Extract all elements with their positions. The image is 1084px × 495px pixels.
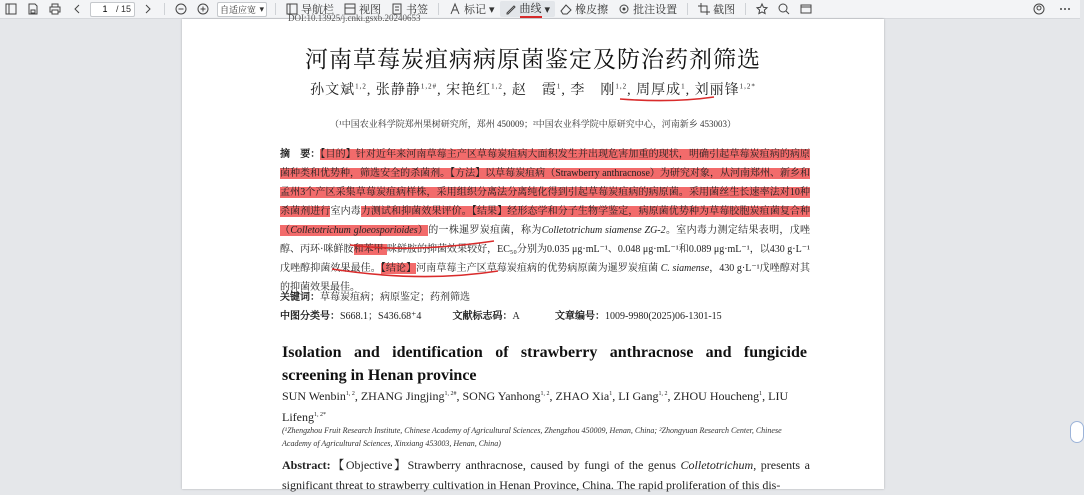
abstract xyxy=(280,145,810,297)
abstract-text: 。室内毒力测定结果表明，戊唑醇、丙环·咪鲜胺 xyxy=(280,225,811,255)
page-number-input[interactable] xyxy=(94,4,116,14)
author-affil: 1,2 xyxy=(355,82,367,91)
author-name: ZHOU Houcheng xyxy=(673,389,760,403)
article-no-label: 文章编号： xyxy=(555,311,605,322)
page-total: / 15 xyxy=(116,4,132,14)
window-icon[interactable] xyxy=(798,1,814,17)
keywords-value: 草莓炭疽病；病原鉴定；药剂筛选 xyxy=(320,292,470,303)
sidebar-toggle-icon[interactable] xyxy=(3,1,19,17)
highlight-conclusion[interactable]: 【结论】 xyxy=(380,263,417,274)
crop-icon xyxy=(698,3,710,15)
highlight-species[interactable]: Colletotrichum gloeosporioides xyxy=(290,225,418,236)
settings-icon xyxy=(618,3,630,15)
author-name: 周厚成 xyxy=(636,83,682,98)
eraser-label: 橡皮擦 xyxy=(575,4,609,16)
prev-page-icon[interactable] xyxy=(69,1,85,17)
annotation-settings-label: 批注设置 xyxy=(633,4,678,16)
toolbar xyxy=(0,0,1080,19)
bookmark-label: 书签 xyxy=(406,4,429,16)
author-affil: 1 xyxy=(681,82,686,91)
author-affil: 1, 2 xyxy=(658,391,668,397)
species-short: C. siamense xyxy=(660,263,710,274)
keywords xyxy=(280,288,470,303)
highlight-fungicide[interactable]: 和苯甲· xyxy=(353,244,387,255)
author-affil: 1,2* xyxy=(739,82,756,91)
zoom-out-icon[interactable] xyxy=(173,1,189,17)
keywords-label: 关键词： xyxy=(280,292,320,303)
curve-label: 曲线 xyxy=(520,0,542,18)
author-affil: 1, 2 xyxy=(345,391,355,397)
english-abstract-text: 【Objective】Strawberry anthracnose, caused by fungi of the genus xyxy=(330,458,681,472)
author-name: LIU Lifeng xyxy=(282,389,789,424)
author-name: LI Gang xyxy=(618,389,659,403)
author-name: ZHAO Xia xyxy=(555,389,610,403)
next-page-icon[interactable] xyxy=(140,1,156,17)
english-affiliation: (¹Zhengzhou Fruit Research Institute, Chinese Academy of Agricultural Sciences, Zhengzhou 450009, Henan, China; ²Zhongyuan Research Center, Chinese Academy of Agricultural Sciences, Xinxiang 453003, Henan, China) xyxy=(282,426,782,448)
curve-pen-icon xyxy=(505,3,517,15)
clc-label: 中图分类号： xyxy=(280,311,340,322)
english-title: Isolation and identification of strawberry anthracnose and fungicide screening in Henan province xyxy=(282,344,807,384)
genus-name: Colletotrichum xyxy=(680,458,754,472)
eraser-button[interactable] xyxy=(555,1,613,17)
author-name: SONG Yanhong xyxy=(462,389,541,403)
english-abstract-label: Abstract: xyxy=(282,458,331,472)
abstract-label: 摘 要： xyxy=(280,149,321,160)
english-abstract-text: , presents a significant threat to strawberry cultivation in Henan Province, China. The rapid proliferation of this dis- xyxy=(282,458,810,492)
toolbar-divider xyxy=(745,3,746,15)
classification-line xyxy=(280,307,810,322)
curve-button[interactable] xyxy=(500,1,556,17)
pdf-page xyxy=(182,13,884,492)
article-no-value: 1009-9980(2025)06-1301-15 xyxy=(605,311,722,322)
page-number-box[interactable] xyxy=(90,2,135,17)
author-name: 孙文斌 xyxy=(310,83,356,98)
abstract-text: ，430 g·L⁻¹戊唑醇对其的抑菌效果最佳。 xyxy=(280,263,811,293)
doc-code-label: 文献标志码： xyxy=(452,311,513,322)
annotation-settings-button[interactable] xyxy=(613,1,682,17)
toolbar-divider xyxy=(164,3,165,15)
author-name: 李 刚 xyxy=(570,83,616,98)
author-affil: 1, 2# xyxy=(444,391,457,397)
affiliation: （¹中国农业科学院郑州果树研究所，郑州 450009；²中国农业科学院中原研究中心，河南新乡 453003） xyxy=(330,119,736,129)
paper-title: 河南草莓炭疽病病原菌鉴定及防治药剂筛选 xyxy=(305,47,761,72)
abstract-text: 的一株暹罗炭疽菌，称为 xyxy=(428,225,542,236)
floating-assistant-icon[interactable] xyxy=(1070,421,1084,443)
chevron-down-icon: ▾ xyxy=(489,3,495,16)
toolbar-divider xyxy=(687,3,688,15)
author-name: 赵 霞 xyxy=(511,83,557,98)
author-affil: 1 xyxy=(556,82,562,91)
author-affil: 1,2 xyxy=(615,82,628,91)
author-affil: 1, 2* xyxy=(314,412,326,418)
author-name: 宋艳红 xyxy=(446,83,492,98)
mark-icon xyxy=(449,3,461,15)
doi-text: DOI:10.13925/j.cnki.gsxb.20240653 xyxy=(288,13,421,23)
more-icon[interactable] xyxy=(1057,1,1073,17)
screenshot-button[interactable] xyxy=(693,1,740,17)
author-affil: 1 xyxy=(759,391,763,397)
clc-value: S668.1；S436.68⁺4 xyxy=(340,311,422,322)
zoom-select[interactable] xyxy=(217,2,267,17)
view-label: 视图 xyxy=(359,4,382,16)
eraser-icon xyxy=(560,3,572,15)
highlight-result[interactable]: 【结果】经形态学和分子生物学鉴定，病原菌优势种为草莓胶胞炭疽菌复合种（ xyxy=(280,206,811,236)
author-name: 张静静 xyxy=(375,83,421,98)
english-abstract xyxy=(282,455,810,495)
author-name: SUN Wenbin xyxy=(282,389,346,403)
author-affil: 1,2 xyxy=(491,82,503,91)
abstract-text: 河南草莓主产区草莓炭疽病的优势病原菌为暹罗炭疽菌 xyxy=(416,263,659,274)
author-affil: 1 xyxy=(609,391,613,397)
author-name: 刘丽锋 xyxy=(694,83,740,98)
english-author-list: SUN Wenbin$^{1, 2}$, ZHANG Jingjing$^{1, 2\#}$, SONG Yanhong$^{1, 2}$, ZHAO Xia$^1$, LI Gang$^{1, 2}$, ZHOU Houcheng$^1$, LIU Lifeng$^{1, 2*}$ xyxy=(282,389,789,424)
author-list: 孙文斌$^{1,2}$, 张静静$^{1,2\#}$, 宋艳红$^{1,2}$, 赵 霞$^1$, 李 刚$^{1,2}$, 周厚成$^1$, 刘丽锋$^{1,2*}$ xyxy=(310,82,756,98)
save-icon[interactable] xyxy=(25,1,41,17)
author-affil: 1,2# xyxy=(420,82,438,91)
zoom-in-icon[interactable] xyxy=(195,1,211,17)
chevron-down-icon: ▾ xyxy=(544,3,551,16)
screenshot-label: 截图 xyxy=(713,4,736,16)
document-viewer[interactable] xyxy=(0,13,1080,492)
toolbar-divider xyxy=(275,3,276,15)
highlight-method[interactable]: 【方法】以草莓炭疽病（Strawberry anthracnose）为研究对象，从河南郑州、新乡和孟州3个产区采集草莓炭疽病样株，采用组织分离法分离纯化得到引起草莓炭疽病的病原菌。采用菌丝生长速率法对10种杀菌剂进行 xyxy=(280,168,811,217)
search-icon[interactable] xyxy=(776,1,792,17)
nav-panel-label: 导航栏 xyxy=(301,4,335,16)
mark-button[interactable] xyxy=(444,1,500,17)
chevron-down-icon: ▾ xyxy=(259,3,265,14)
highlight-paren[interactable]: ） xyxy=(417,225,429,236)
print-icon[interactable] xyxy=(47,1,63,17)
zoom-value: 自适应宽 xyxy=(220,4,257,15)
abstract-text: 室内毒 xyxy=(330,206,361,217)
toolbar-divider xyxy=(438,3,439,15)
star-icon[interactable] xyxy=(754,1,770,17)
mark-label: 标记 xyxy=(464,4,487,16)
abstract-text: 咪鲜胺的抑菌效果较好，EC₅₀分别为0.035 μg·mL⁻¹、0.048 μg·mL⁻¹和0.089 μg·mL⁻¹，以430 g·L⁻¹戊唑醇抑菌效果最佳。 xyxy=(280,244,810,274)
highlight-method-end[interactable]: 力测试和抑菌效果评价。 xyxy=(360,206,472,217)
author-name: ZHANG Jingjing xyxy=(360,389,445,403)
account-icon[interactable] xyxy=(1031,1,1047,17)
species-name: Colletotrichum siamense ZG-2 xyxy=(541,225,666,236)
author-affil: 1, 2 xyxy=(540,391,550,397)
doc-code-value: A xyxy=(512,311,520,322)
highlight-objective[interactable]: 【目的】针对近年来河南草莓主产区草莓炭疽病大面积发生并出现危害加重的现状，明确引起草莓炭疽病的病原菌种类和优势种，筛选安全的杀菌剂。 xyxy=(280,149,811,179)
